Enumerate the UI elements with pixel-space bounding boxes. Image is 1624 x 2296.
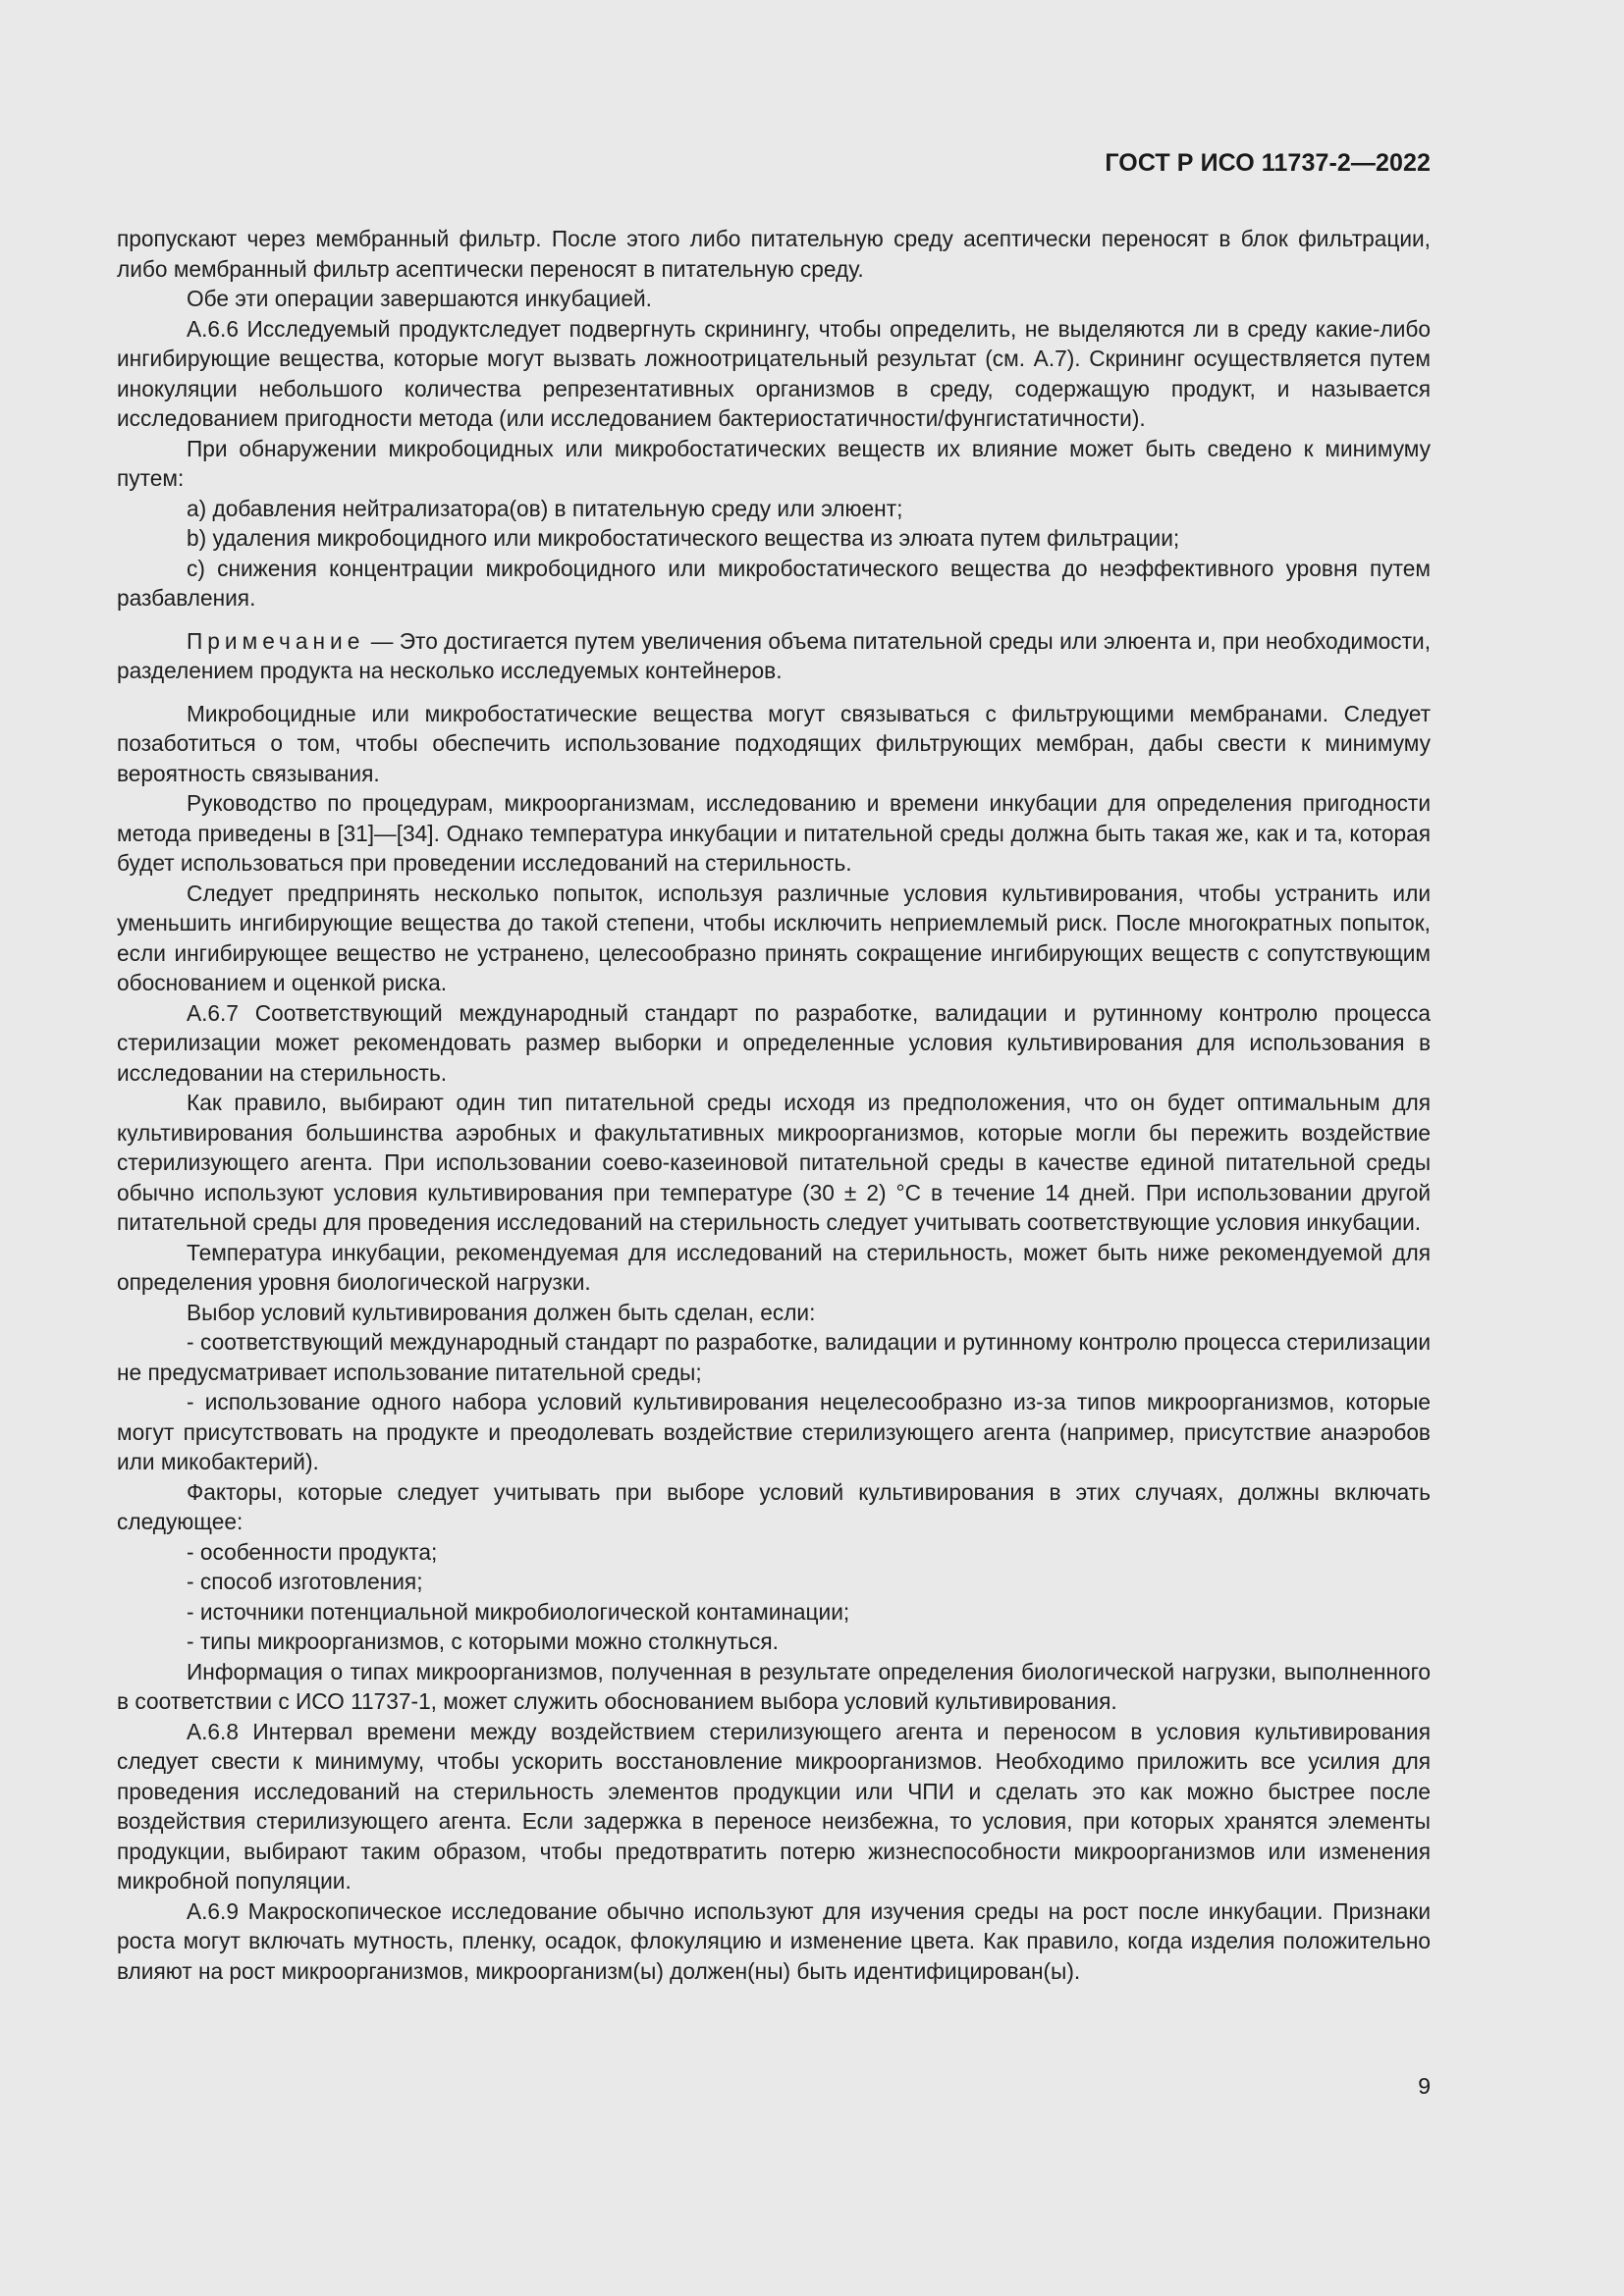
section-a68: А.6.8 Интервал времени между воздействием стерилизующего агента и переносом в условия культивирования следует свести к минимуму, чтобы ускорить восстановление микроорганизмов. Необходимо приложить все усилия для проведения исследований на стерильность элементов продукции или ЧПИ и сделать это как можно быстрее после воздействия стерилизующего агента. Если задержка в переносе неизбежна, то условия, при которых хранятся элементы продукции, выбирают таким образом, чтобы предотвратить потерю жизнеспособности микроорганизмов или изменения микробной популяции. [117, 1718, 1431, 1894]
list-item: - соответствующий международный стандарт по разработке, валидации и рутинному контролю процесса стерилизации не предусматривает использование питательной среды; [117, 1329, 1431, 1385]
section-a67: А.6.7 Соответствующий международный стандарт по разработке, валидации и рутинному контролю процесса стерилизации может рекомендовать размер выборки и определенные условия культивирования для использования в исследовании на стерильность. [117, 999, 1431, 1086]
note [117, 626, 1431, 686]
document-header: ГОСТ Р ИСО 11737-2—2022 [1105, 149, 1431, 177]
paragraph: Руководство по процедурам, микроорганизмам, исследованию и времени инкубации для определения пригодности метода приведены в [31]—[34]. Однако температура инкубации и питательной среды должна быть такая же, как и та, которая будет использоваться при проведении исследований на стерильность. [117, 790, 1431, 876]
list-item: - источники потенциальной микробиологической контаминации; [187, 1598, 850, 1625]
list-item: c) снижения концентрации микробоцидного или микробостатического вещества до неэффективного уровня путем разбавления. [117, 555, 1431, 611]
list-item: a) добавления нейтрализатора(ов) в питательную среду или элюент; [187, 495, 903, 521]
list-item: - типы микроорганизмов, с которыми можно столкнуться. [187, 1629, 779, 1654]
paragraph: Факторы, которые следует учитывать при выборе условий культивирования в этих случаях, должны включать следующее: [117, 1478, 1431, 1534]
list-item: - способ изготовления; [187, 1569, 423, 1594]
paragraph: Как правило, выбирают один тип питательной среды исходя из предположения, что он будет оптимальным для культивирования большинства аэробных и факультативных микроорганизмов, которые могли бы пережить воздействие стерилизующего агента. При использовании соево-казеиновой питательной среды в качестве единой питательной среды обычно используют условия культивирования при температуре (30 ± 2) °С в течение 14 дней. При использовании другой питательной среды для проведения исследований на стерильность следует учитывать соответствующие условия инкубации. [117, 1090, 1431, 1235]
paragraph: Обе эти операции завершаются инкубацией. [187, 286, 652, 311]
list-item: - использование одного набора условий культивирования нецелесообразно из-за типов микроорганизмов, которые могут присутствовать на продукте и преодолевать воздействие стерилизующего агента (например, присутствие анаэробов или микобактерий). [117, 1389, 1431, 1474]
paragraph: Информация о типах микроорганизмов, полученная в результате определения биологической нагрузки, выполненного в соответствии с ИСО 11737-1, может служить обоснованием выбора условий культивирования. [117, 1658, 1431, 1714]
page-number: 9 [1418, 2073, 1431, 2099]
paragraph: пропускают через мембранный фильтр. После этого либо питательную среду асептически переносят в блок фильтрации, либо мембранный фильтр асептически переносят в питательную среду. [117, 226, 1431, 282]
list-item: b) удаления микробоцидного или микробостатического вещества из элюата путем фильтрации; [187, 525, 1180, 551]
document-body [117, 224, 1431, 1986]
section-a66: А.6.6 Исследуемый продуктследует подвергнуть скринингу, чтобы определить, не выделяются ли в среду какие-либо ингибирующие вещества, которые могут вызвать ложноотрицательный результат (см. А.7). Скрининг осуществляется путем инокуляции небольшого количества репрезентативных организмов в среду, содержащую продукт, и называется исследованием пригодности метода (или исследованием бактериостатичности/фунгистатичности). [117, 315, 1431, 431]
note-label: Примечание [187, 627, 365, 654]
paragraph: Следует предпринять несколько попыток, используя различные условия культивирования, чтобы устранить или уменьшить ингибирующие вещества до такой степени, чтобы исключить неприемлемый риск. После многократных попыток, если ингибирующее вещество не устранено, целесообразно принять сокращение ингибирующих веществ с сопутствующим обоснованием и оценкой риска. [117, 880, 1431, 995]
note-text: — Это достигается путем увеличения объема питательной среды или элюента и, при необходимости, разделением продукта на несколько исследуемых контейнеров. [117, 627, 1431, 683]
list-item: - особенности продукта; [187, 1538, 438, 1565]
paragraph: Температура инкубации, рекомендуемая для исследований на стерильность, может быть ниже рекомендуемой для определения уровня биологической нагрузки. [117, 1239, 1431, 1295]
section-a69: А.6.9 Макроскопическое исследование обычно используют для изучения среды на рост после инкубации. Признаки роста могут включать мутность, пленку, осадок, флокуляцию и изменение цвета. Как правило, когда изделия положительно влияют на рост микроорганизмов, микроорганизм(ы) должен(ны) быть идентифицирован(ы). [117, 1897, 1431, 1984]
paragraph: Микробоцидные или микробостатические вещества могут связываться с фильтрующими мембранами. Следует позаботиться о том, чтобы обеспечить использование подходящих фильтрующих мембран, дабы свести к минимуму вероятность связывания. [117, 700, 1431, 786]
paragraph: Выбор условий культивирования должен быть сделан, если: [187, 1299, 816, 1325]
paragraph: При обнаружении микробоцидных или микробостатических веществ их влияние может быть сведено к минимуму путем: [117, 435, 1431, 491]
